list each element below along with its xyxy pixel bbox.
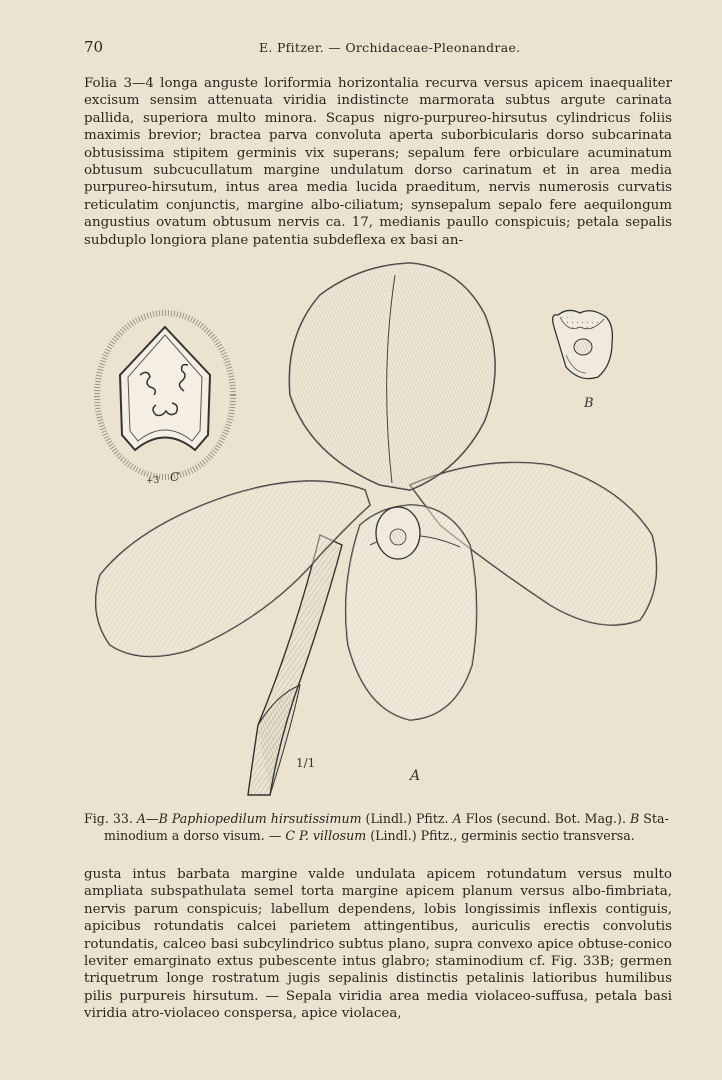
caption-a-label: A xyxy=(452,811,462,826)
caption-b-text-1: Sta- xyxy=(643,811,669,826)
page-number: 70 xyxy=(84,38,104,56)
caption-a-text: Flos (secund. Bot. Mag.). xyxy=(465,811,626,826)
figure-33 xyxy=(80,255,680,800)
paragraph-top: Folia 3—4 longa anguste loriformia horizontalia recurva versus apicem inaequaliter excisum sensim attenuata viridia indistincte marmorata subtus argute carinata pallida, superiora multo minora. Scapus nigro-purpureo-hirsutus cylindricus foliis maximis brevior; bractea parva convoluta aperta suborbicularis dorso subcarinata obtusissima stipitem germinis vix superans; sepalum fere orbiculare acuminatum obtusum subcucullatum margine undulatum dorso carinatum et in area media purpureo-hirsutum, intus area media lucida praeditum, nervis numerosis curvatis reticulatim conjunctis, margine albo-ciliatum; synsepalum sepalo fere aequilongum angustius ovatum obtusum nervis ca. 17, medianis paullo conspicuis; petala sepalis subduplo longiora plane patentia subdeflexa ex basi an- xyxy=(84,76,672,248)
caption-species-2: P. villosum xyxy=(298,828,367,843)
cross-section-c xyxy=(97,313,233,477)
caption-species-1: Paphiopedilum hirsutissimum xyxy=(171,811,362,826)
running-head: E. Pfitzer. — Orchidaceae-Pleonandrae. xyxy=(259,40,521,55)
caption-range: A—B xyxy=(136,811,168,826)
label-c: C xyxy=(170,470,180,484)
label-a: A xyxy=(410,768,421,784)
caption-author-1: (Lindl.) Pfitz. xyxy=(365,811,449,826)
caption-author-2: (Lindl.) Pfitz., germinis sectio transversa. xyxy=(370,828,635,843)
figure-illustration xyxy=(80,255,680,800)
page-header xyxy=(84,38,674,58)
label-b: B xyxy=(584,396,594,411)
staminodium-b xyxy=(553,310,613,378)
figure-caption xyxy=(84,810,674,844)
caption-c-label: C xyxy=(285,828,295,843)
caption-b-text-2: minodium a dorso visum. — xyxy=(104,828,282,843)
paragraph-bottom: gusta intus barbata margine valde undulata apicem rotundatum versus multo ampliata subspathulata semel torta margine apicem planum versus albo-fimbriata, nervis parum conspicuis; labellum dependens, lobis longissimis inflexis contiguis, apicibus rotundatis calcei parietem attingentibus, auriculis erectis convolutis rotundatis, calceo basi subcylindrico subtus plano, supra convexo apice obtuse-conico leviter emarginato extus pubescente intus glabro; staminodium cf. Fig. 33B; germen triquetrum longe rostratum jugis sepalinis distinctis petalinis latioribus humilibus pilis purpureis hirsutum. — Sepala viridia area media violaceo-suffusa, petala basi viridia atro-violaceo conspersa, apice violacea, xyxy=(84,867,672,1022)
caption-b-label: B xyxy=(629,811,640,826)
scale-a: 1/1 xyxy=(296,756,316,770)
caption-fig-number: Fig. 33. xyxy=(84,811,133,826)
scale-c: +3 xyxy=(146,476,160,486)
